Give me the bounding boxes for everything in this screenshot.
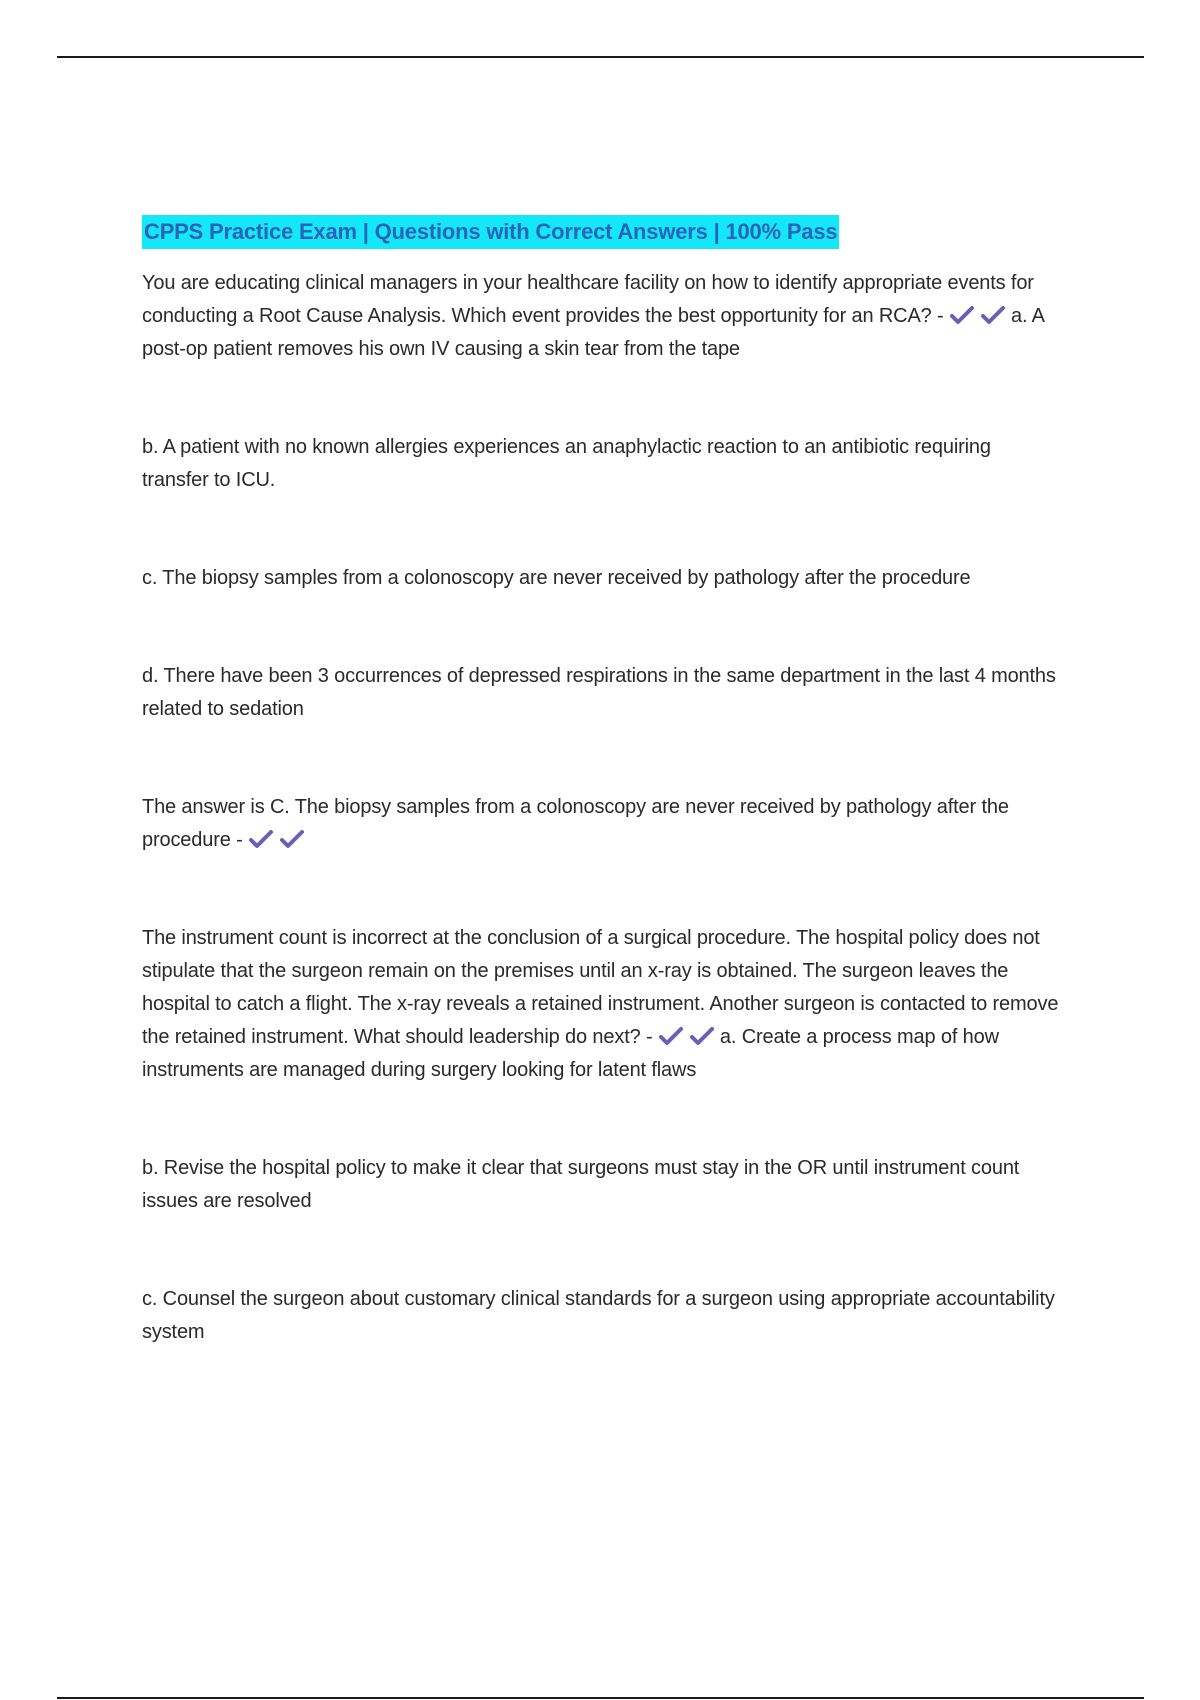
question-1-stem: You are educating clinical managers in your healthcare facility on how to identify appropriate events for conducting a Root Cause Analysis. Which event provides the best opportunity for an RCA? - (142, 272, 1034, 327)
question-2-option-b: b. Revise the hospital policy to make it clear that surgeons must stay in the OR until instrument count issues are resolved (142, 1157, 1020, 1212)
question-2-option-c: c. Counsel the surgeon about customary clinical standards for a surgeon using appropriate accountability system (142, 1288, 1055, 1343)
question-2-option-a: a. Create a process map of how instruments are managed during surgery looking for latent flaws (142, 1026, 999, 1081)
question-2 (142, 922, 1062, 1349)
question-1-option-a: a. A post-op patient removes his own IV causing a skin tear from the tape (142, 305, 1044, 360)
document-title: CPPS Practice Exam | Questions with Correct Answers | 100% Pass (142, 215, 839, 249)
document-body (142, 215, 1062, 1349)
question-1-stem-and-option-a (142, 267, 1062, 366)
question-1 (142, 267, 1062, 857)
question-1-option-c: c. The biopsy samples from a colonoscopy are never received by pathology after the procedure (142, 567, 971, 589)
question-2-stem: The instrument count is incorrect at the conclusion of a surgical procedure. The hospital policy does not stipulate that the surgeon remain on the premises until an x-ray is obtained. The surgeon leaves the hospital to catch a flight. The x-ray reveals a retained instrument. Another surgeon is contacted to remove the retained instrument. What should leadership do next? - (142, 927, 1059, 1048)
check-icon (248, 828, 274, 850)
check-icon (689, 1025, 715, 1047)
bottom-rule (57, 1697, 1144, 1699)
check-icon (279, 828, 305, 850)
question-2-stem-and-option-a (142, 922, 1062, 1087)
question-1-option-b: b. A patient with no known allergies experiences an anaphylactic reaction to an antibiotic requiring transfer to ICU. (142, 436, 991, 491)
check-icon (980, 304, 1006, 326)
question-1-answer-line (142, 791, 1062, 857)
check-icon (949, 304, 975, 326)
check-icon (658, 1025, 684, 1047)
question-1-answer: The answer is C. The biopsy samples from a colonoscopy are never received by pathology after the procedure - (142, 796, 1009, 851)
top-rule (57, 56, 1144, 58)
question-1-option-d: d. There have been 3 occurrences of depressed respirations in the same department in the last 4 months related to sedation (142, 665, 1056, 720)
